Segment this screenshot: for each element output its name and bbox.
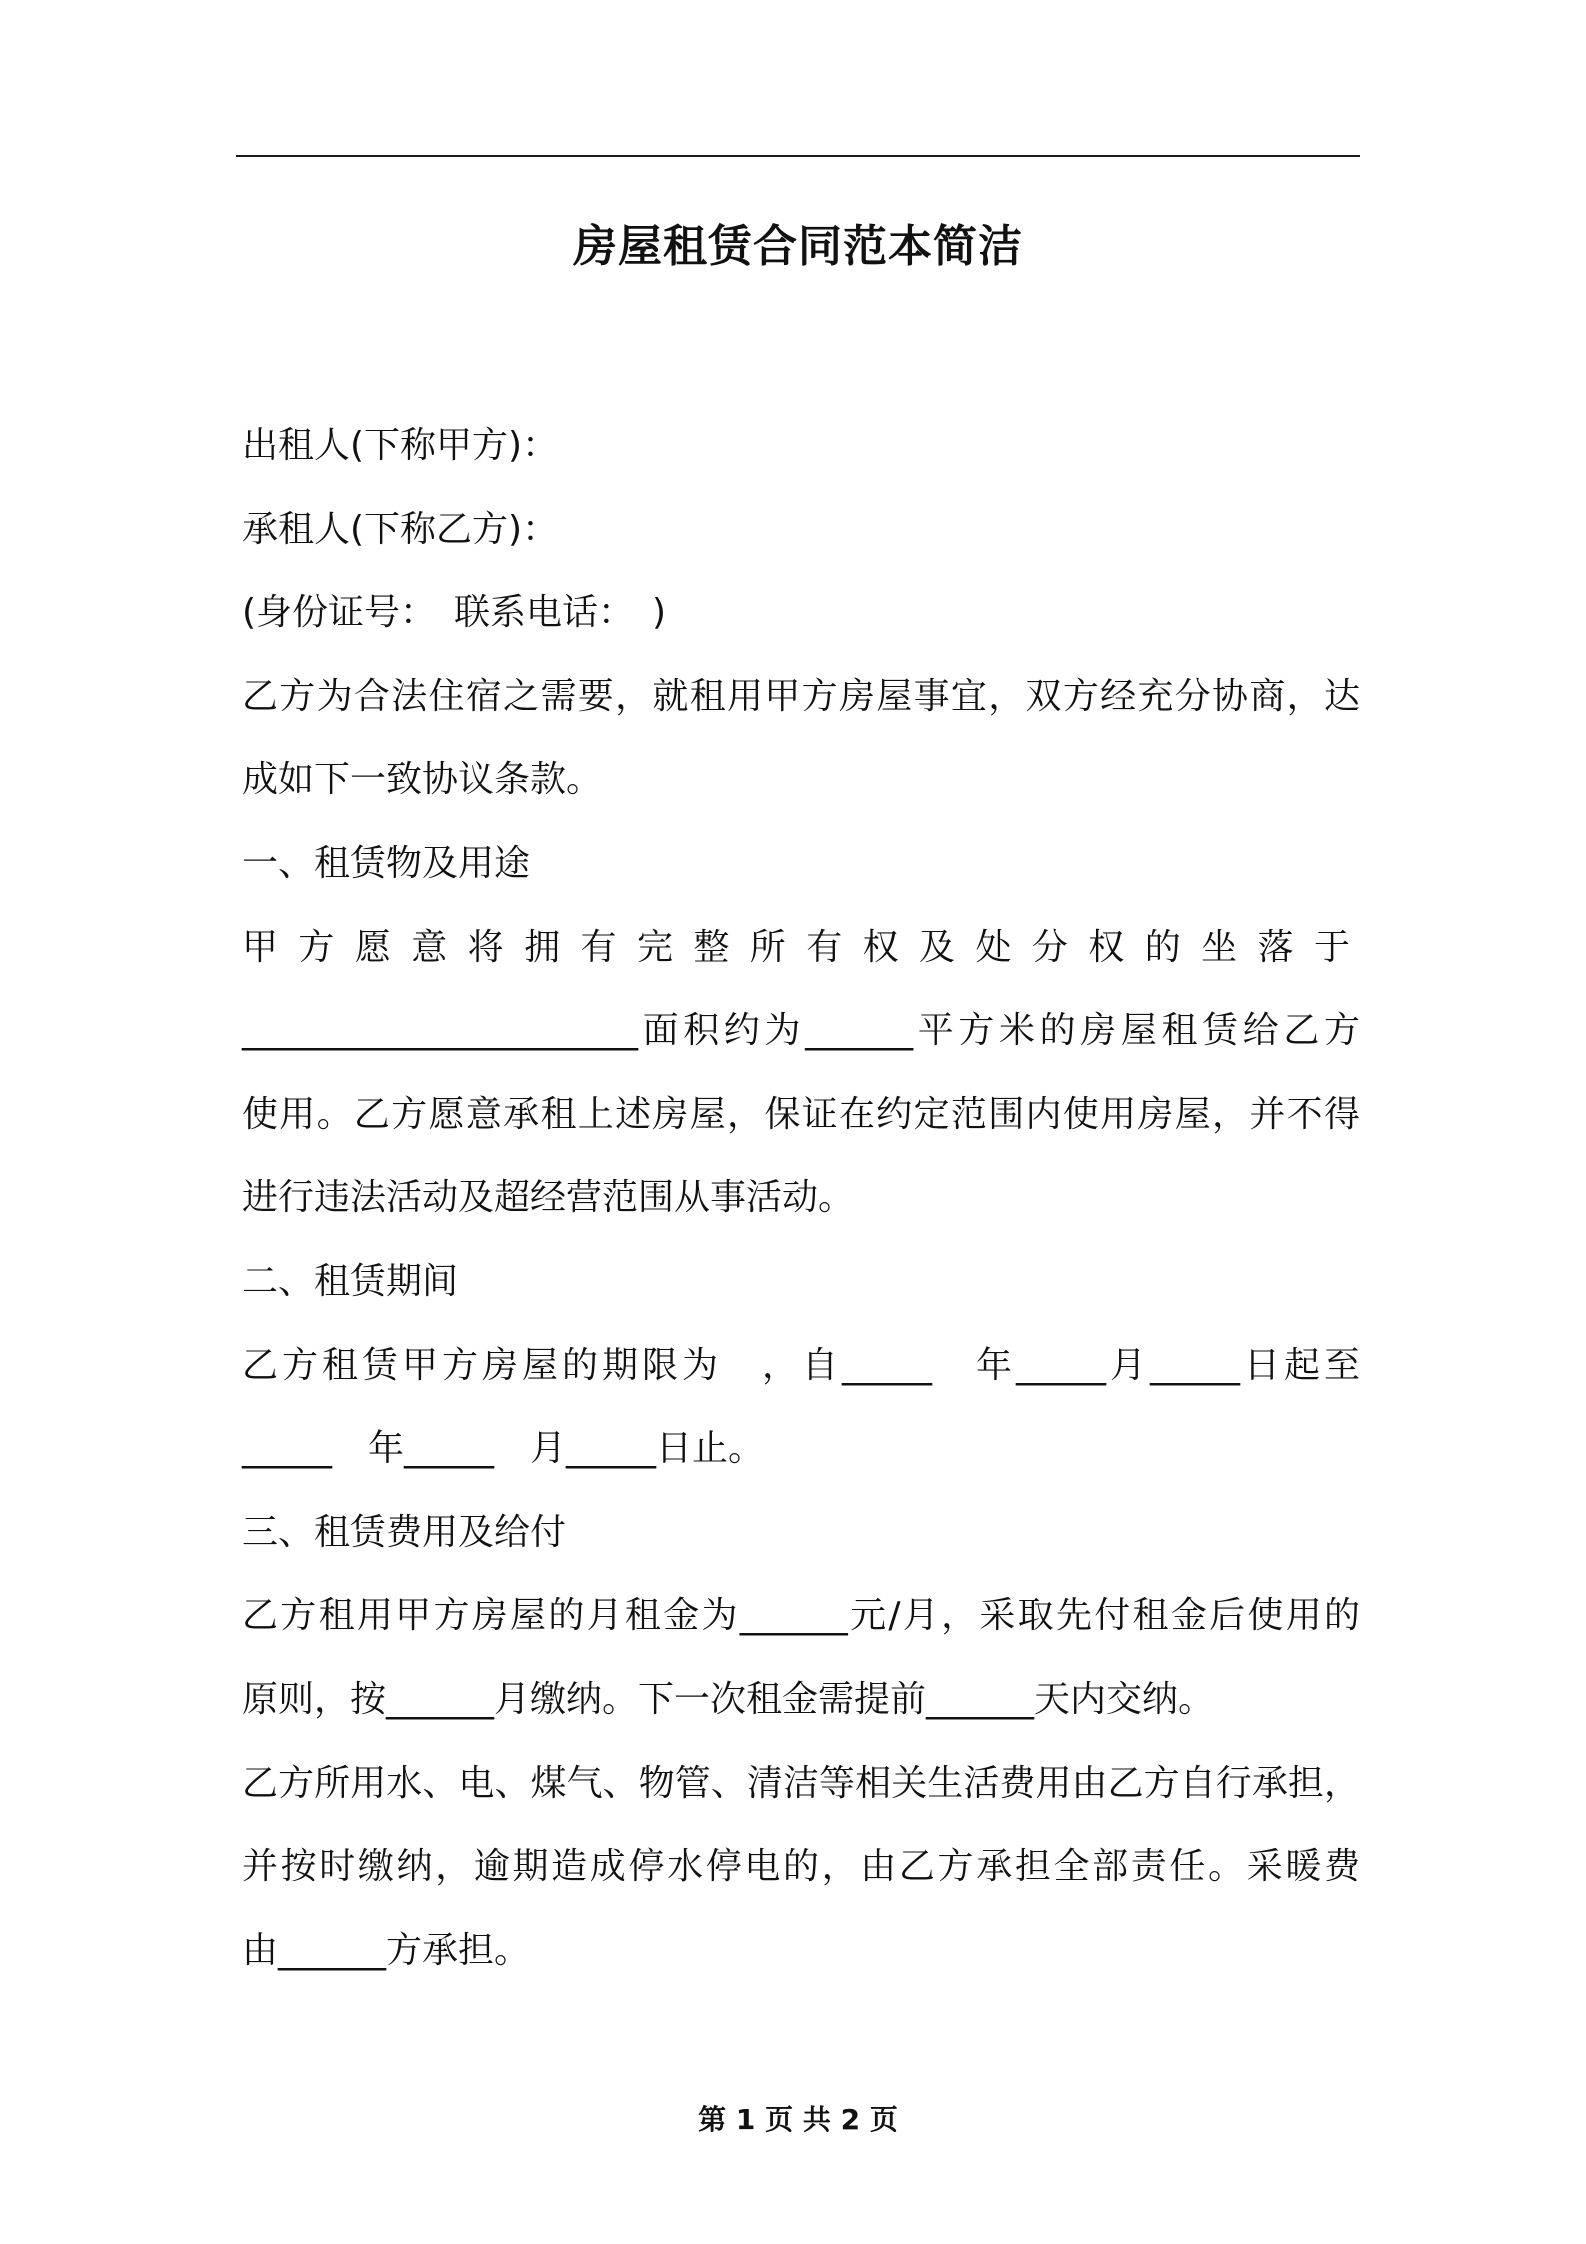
header-rule xyxy=(236,155,1360,157)
paragraph-line: _____ 年_____ 月_____日止。 xyxy=(242,1428,765,1470)
paragraph-line: ______________________面积约为______平方米的房屋租赁给乙方 xyxy=(242,1010,1360,1052)
section-heading: 二、租赁期间 xyxy=(242,1260,459,1302)
paragraph-line: 甲方愿意将拥有完整所有权及处分权的坐落于 xyxy=(242,926,1360,968)
paragraph-line: 出租人(下称甲方)： xyxy=(242,425,559,466)
paragraph-line: 原则，按______月缴纳。下一次租金需提前______天内交纳。 xyxy=(242,1678,1215,1720)
paragraph-line: 并按时缴纳，逾期造成停水停电的，由乙方承担全部责任。采暖费 xyxy=(242,1846,1360,1888)
document-body xyxy=(242,404,1360,1992)
paragraph-line: 乙方租赁甲方房屋的期限为 ，自_____ 年_____月_____日起至 xyxy=(242,1344,1360,1386)
paragraph-line: 乙方为合法住宿之需要，就租用甲方房屋事宜，双方经充分协商，达 xyxy=(242,675,1360,717)
paragraph-line: 承租人(下称乙方)： xyxy=(242,508,559,550)
section-heading: 一、租赁物及用途 xyxy=(242,842,531,884)
paragraph-line: 进行违法活动及超经营范围从事活动。 xyxy=(242,1177,855,1219)
paragraph-line: 由______方承担。 xyxy=(242,1929,531,1971)
paragraph-line: (身份证号： 联系电话： ) xyxy=(242,592,667,634)
document-title: 房屋租赁合同范本简洁 xyxy=(573,221,1023,272)
page-number-footer: 第 1 页 共 2 页 xyxy=(698,2103,898,2136)
paragraph-line: 成如下一致协议条款。 xyxy=(242,759,603,801)
paragraph-line: 乙方租用甲方房屋的月租金为______元/月，采取先付租金后使用的 xyxy=(242,1595,1360,1637)
section-heading: 三、租赁费用及给付 xyxy=(242,1511,567,1553)
paragraph-line: 乙方所用水、电、煤气、物管、清洁等相关生活费用由乙方自行承担， xyxy=(242,1762,1360,1804)
paragraph-line: 使用。乙方愿意承租上述房屋，保证在约定范围内使用房屋，并不得 xyxy=(242,1093,1360,1135)
